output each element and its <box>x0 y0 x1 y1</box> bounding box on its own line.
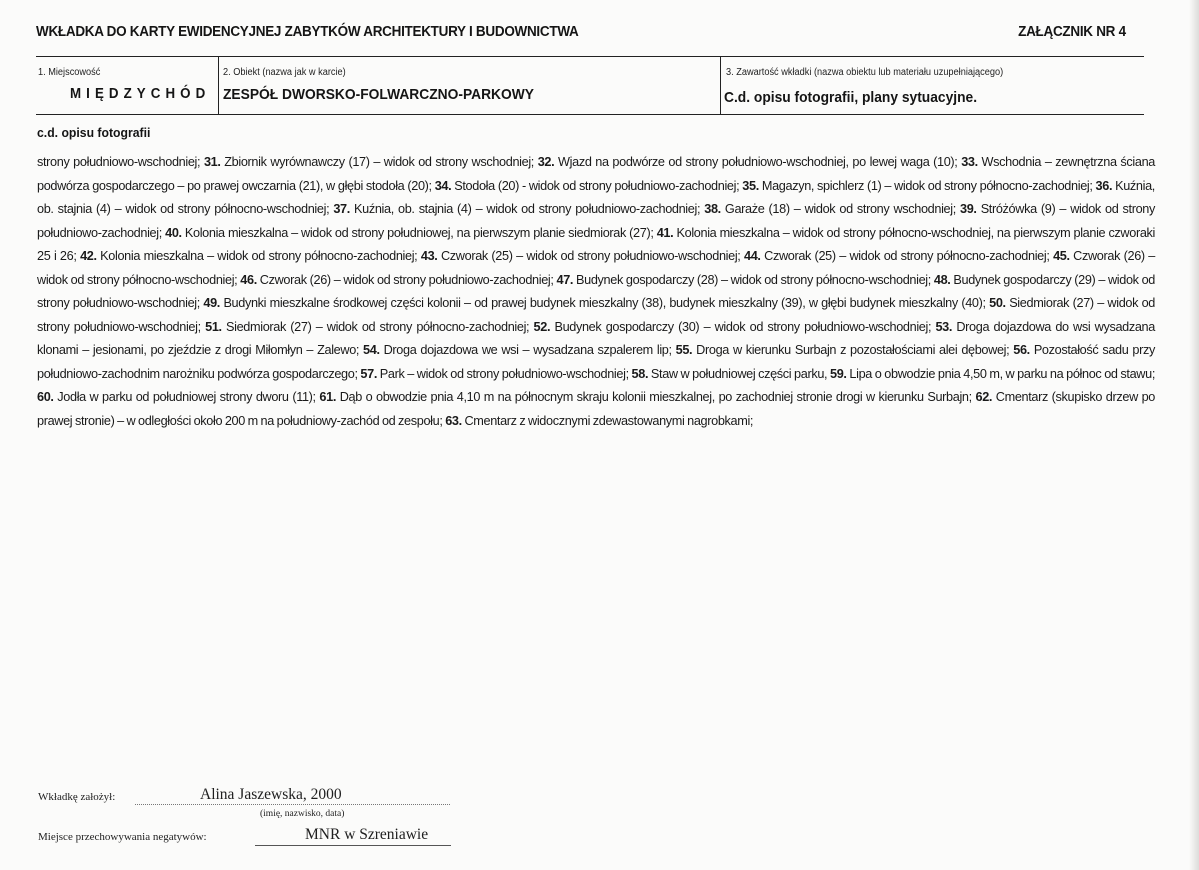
photo-number: 32. <box>537 155 555 169</box>
photo-number: 46. <box>240 272 257 287</box>
photo-number: 40. <box>165 225 182 240</box>
photo-number: 36. <box>1095 178 1113 193</box>
storage-label: Miejsce przechowywania negatywów: <box>38 831 207 843</box>
photo-caption: Lipa o obwodzie pnia 4,50 m, w parku na północ od stawu; <box>846 366 1155 381</box>
photo-description-text <box>37 151 1155 433</box>
photo-caption: Budynek gospodarczy (28) – widok od strony północno-wschodniej; <box>573 272 934 287</box>
photo-caption: Dąb o obwodzie pnia 4,10 m na północnym skraju kolonii mieszkalnej, po zachodniej stronie drogi w kierunku Surbajn; <box>336 390 976 404</box>
photo-number: 41. <box>656 225 674 240</box>
photo-caption: Kolonia mieszkalna – widok od strony północno-wschodniej, na pierwszym planie czworaki 25 i 26; <box>37 225 1155 263</box>
photo-caption: Garaże (18) – widok od strony wschodniej; <box>720 202 960 216</box>
photo-caption: Czworak (26) – widok od strony południowo-zachodniej; <box>256 272 557 287</box>
photo-number: 63. <box>445 413 462 428</box>
photo-number: 51. <box>205 319 222 334</box>
header-rule <box>36 56 1144 57</box>
contents-value: C.d. opisu fotografii, plany sytuacyjne. <box>724 89 978 106</box>
photo-caption: Stodoła (20) - widok od strony południowo-zachodniej; <box>451 178 743 193</box>
contents-label: 3. Zawartość wkładki (nazwa obiektu lub materiału uzupełniającego) <box>726 67 1004 78</box>
photo-number: 35. <box>742 178 759 193</box>
photo-caption: Magazyn, spichlerz (1) – widok od strony północno-zachodniej; <box>758 178 1096 193</box>
photo-caption: Kuźnia, ob. stajnia (4) – widok od strony południowo-zachodniej; <box>349 202 705 216</box>
photo-number: 42. <box>80 249 97 263</box>
photo-caption: Czworak (26) – widok od strony północno-wschodniej; <box>37 249 1156 287</box>
photo-number: 53. <box>935 319 953 334</box>
photo-number: 37. <box>333 202 350 216</box>
photo-number: 61. <box>319 390 336 404</box>
photo-caption: Staw w południowej części parku, <box>648 366 831 381</box>
annex-number: ZAŁĄCZNIK NR 4 <box>1018 24 1126 40</box>
storage-line <box>255 845 451 846</box>
storage-value: MNR w Szreniawie <box>305 826 429 843</box>
photo-number: 31. <box>203 155 221 169</box>
photo-caption: Kolonia mieszkalna – widok od strony południowej, na pierwszym planie siedmiorak (27); <box>181 225 657 240</box>
author-note: (imię, nazwisko, data) <box>260 809 345 819</box>
fields-bottom-rule <box>36 114 1144 115</box>
photo-number: 44. <box>744 249 761 263</box>
photo-caption: Pozostałość sadu przy południowo-zachodnim narożniku podwórza gospodarczego; <box>37 343 1155 381</box>
field-divider-1 <box>218 57 219 115</box>
photo-caption: Czworak (25) – widok od strony północno-zachodniej; <box>760 249 1054 263</box>
section-heading: c.d. opisu fotografii <box>37 125 151 140</box>
photo-number: 45. <box>1053 249 1070 263</box>
photo-caption: Kuźnia, ob. stajnia (4) – widok od strony północno-wschodniej; <box>37 178 1155 216</box>
photo-caption: Jodła w parku od południowej strony dworu (11); <box>53 390 320 404</box>
photo-caption: Wschodnia – zewnętrzna ściana podwórza gospodarczego – po prawej owczarnia (21), w głębi stodoła (20); <box>37 155 1155 193</box>
photo-number: 52. <box>533 319 551 334</box>
photo-number: 49. <box>203 296 220 310</box>
photo-caption: Zbiornik wyrównawczy (17) – widok od strony wschodniej; <box>220 155 538 169</box>
photo-caption: Park – widok od strony południowo-wschodniej; <box>377 366 632 381</box>
photo-number: 34. <box>434 178 452 193</box>
photo-number: 48. <box>933 272 951 287</box>
photo-caption: Budynek gospodarczy (29) – widok od strony południowo-wschodniej; <box>37 272 1155 310</box>
photo-caption: Siedmiorak (27) – widok od strony północno-zachodniej; <box>221 319 534 334</box>
object-label: 2. Obiekt (nazwa jak w karcie) <box>223 67 346 78</box>
photo-caption: Wjazd na podwórze od strony południowo-wschodniej, po lewej waga (10); <box>554 155 962 169</box>
photo-caption: Cmentarz (skupisko drzew po prawej stronie) – w odległości około 200 m na południowy-zachód od zespołu; <box>37 390 1156 428</box>
photo-number: 50. <box>989 296 1006 310</box>
photo-number: 33. <box>961 155 978 169</box>
photo-caption: Siedmiorak (27) – widok od strony południowo-wschodniej; <box>37 296 1155 334</box>
photo-number: 39. <box>960 202 977 216</box>
photo-caption: Budynek gospodarczy (30) – widok od strony południowo-wschodniej; <box>550 319 936 334</box>
photo-caption: Budynki mieszkalne środkowej części kolonii – od prawej budynek mieszkalny (38), budynek mieszkalny (39), w głębi budynek mieszkalny (40); <box>219 296 990 310</box>
photo-caption: Droga dojazdowa we wsi – wysadzana szpalerem lip; <box>379 343 676 357</box>
photo-number: 43. <box>420 249 438 263</box>
field-divider-2 <box>720 57 721 115</box>
photo-caption: Cmentarz z widocznymi zdewastowanymi nagrobkami; <box>461 413 754 428</box>
photo-caption: Droga w kierunku Surbajn z pozostałościami alei dębowej; <box>692 343 1014 357</box>
photo-caption: Stróżówka (9) – widok od strony południowo-zachodniej; <box>37 202 1155 240</box>
photo-caption: strony południowo-wschodniej; <box>37 155 204 169</box>
photo-number: 38. <box>704 202 721 216</box>
author-value: Alina Jaszewska, 2000 <box>200 786 342 803</box>
author-label: Wkładkę założył: <box>38 791 116 803</box>
photo-number: 58. <box>631 366 649 381</box>
object-value: ZESPÓŁ DWORSKO-FOLWARCZNO-PARKOWY <box>223 86 535 103</box>
photo-number: 56. <box>1013 343 1030 357</box>
photo-number: 59. <box>830 366 847 381</box>
town-label: 1. Miejscowość <box>38 67 101 78</box>
photo-number: 60. <box>37 390 54 404</box>
town-value: MIĘDZYCHÓD <box>70 86 211 102</box>
photo-number: 54. <box>363 343 380 357</box>
scan-edge <box>1189 0 1199 870</box>
photo-number: 55. <box>675 343 693 357</box>
author-line <box>135 804 450 805</box>
photo-caption: Droga dojazdowa do wsi wysadzana klonami – jesionami, po zjeździe z drogi Miłomłyn – Zalewo; <box>37 319 1155 357</box>
photo-caption: Kolonia mieszkalna – widok od strony północno-zachodniej; <box>96 249 421 263</box>
photo-number: 47. <box>556 272 574 287</box>
photo-number: 57. <box>360 366 378 381</box>
document-title: WKŁADKA DO KARTY EWIDENCYJNEJ ZABYTKÓW ARCHITEKTURY I BUDOWNICTWA <box>36 24 579 40</box>
photo-number: 62. <box>975 390 993 404</box>
photo-caption: Czworak (25) – widok od strony południowo-wschodniej; <box>437 249 745 263</box>
